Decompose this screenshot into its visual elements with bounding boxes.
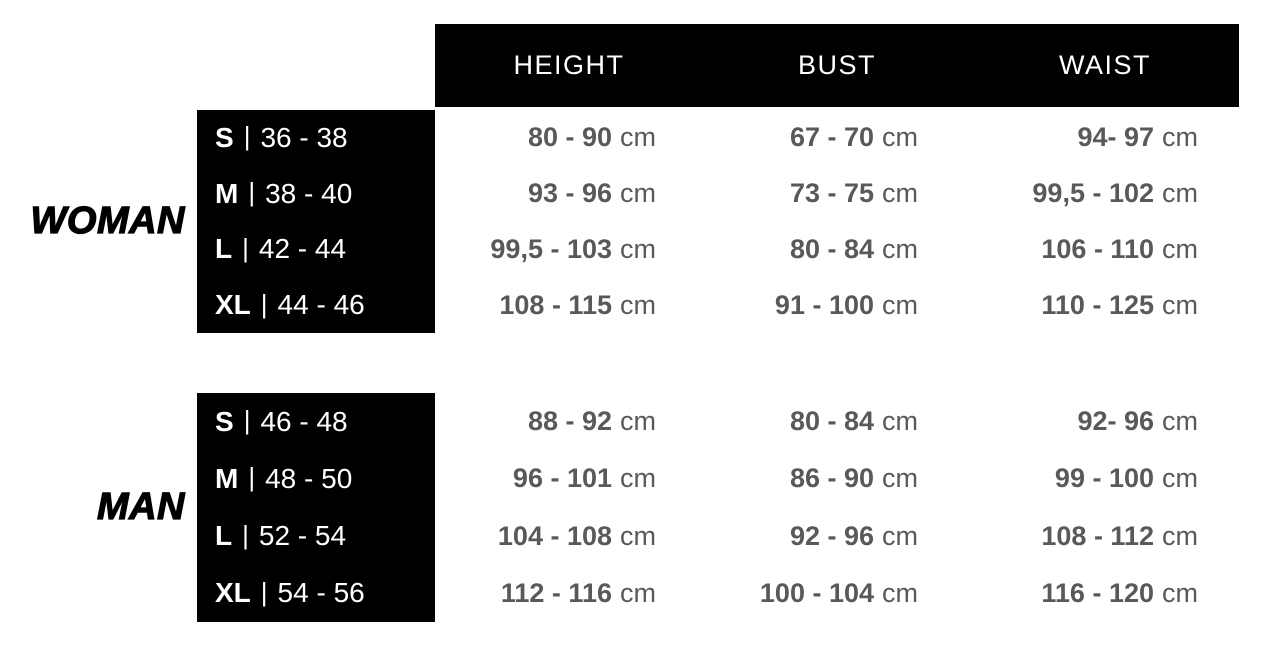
waist-cell xyxy=(971,521,1239,552)
separator-bar: | xyxy=(248,177,256,208)
size-letter: M xyxy=(215,177,239,209)
size-row xyxy=(215,233,435,265)
height-value: 80 - 90 xyxy=(527,122,612,153)
size-range: 44 - 46 xyxy=(277,289,365,321)
height-value: 99,5 - 103 xyxy=(490,233,612,264)
size-letter: S xyxy=(215,121,234,153)
bust-cell xyxy=(703,406,971,437)
height-cell xyxy=(435,178,703,209)
unit-label: cm xyxy=(882,233,918,264)
size-range: 54 - 56 xyxy=(277,577,365,609)
size-range: 38 - 40 xyxy=(265,177,353,209)
unit-label: cm xyxy=(1162,233,1198,264)
separator-bar: | xyxy=(243,405,251,436)
size-range: 42 - 44 xyxy=(258,233,347,265)
measurement-row xyxy=(435,290,1239,321)
unit-label: cm xyxy=(620,122,656,153)
waist-cell xyxy=(971,290,1239,321)
size-row xyxy=(215,577,435,609)
unit-label: cm xyxy=(1162,406,1198,437)
measurement-row xyxy=(435,234,1239,265)
waist-cell xyxy=(971,178,1239,209)
height-value: 88 - 92 xyxy=(527,406,612,437)
size-letter: M xyxy=(215,462,239,494)
unit-label: cm xyxy=(882,463,918,494)
height-cell xyxy=(435,122,703,153)
size-letter: L xyxy=(215,520,233,552)
height-value: 96 - 101 xyxy=(512,463,612,494)
size-letter: XL xyxy=(215,577,251,609)
waist-cell xyxy=(971,234,1239,265)
size-row xyxy=(215,178,435,210)
size-letter: L xyxy=(215,233,233,265)
waist-value: 108 - 112 xyxy=(1041,520,1154,551)
measurements-woman xyxy=(435,110,1239,333)
unit-label: cm xyxy=(620,577,656,608)
unit-label: cm xyxy=(882,178,918,209)
bust-cell xyxy=(703,578,971,609)
waist-value: 106 - 110 xyxy=(1041,233,1154,264)
height-cell xyxy=(435,578,703,609)
waist-value: 94- 97 xyxy=(1077,122,1154,153)
unit-label: cm xyxy=(1162,577,1198,608)
separator-bar: | xyxy=(243,121,251,152)
height-cell xyxy=(435,521,703,552)
measurement-row xyxy=(435,463,1239,494)
separator-bar: | xyxy=(260,576,268,607)
unit-label: cm xyxy=(1162,178,1198,209)
unit-label: cm xyxy=(882,406,918,437)
unit-label: cm xyxy=(620,520,656,551)
size-row xyxy=(215,463,435,495)
separator-bar: | xyxy=(242,232,249,263)
bust-cell xyxy=(703,178,971,209)
unit-label: cm xyxy=(620,463,656,494)
waist-value: 92- 96 xyxy=(1077,406,1154,437)
waist-value: 99 - 100 xyxy=(1054,463,1154,494)
bust-value: 100 - 104 xyxy=(759,577,874,608)
bust-value: 80 - 84 xyxy=(789,233,874,264)
bust-value: 86 - 90 xyxy=(789,463,874,494)
size-block-woman xyxy=(197,110,435,333)
column-header-height: HEIGHT xyxy=(513,50,625,80)
height-cell xyxy=(435,234,703,265)
size-row xyxy=(215,520,435,552)
bust-cell xyxy=(703,463,971,494)
waist-cell xyxy=(971,578,1239,609)
bust-value: 80 - 84 xyxy=(789,406,874,437)
column-header-bust: BUST xyxy=(797,50,876,80)
height-cell xyxy=(435,463,703,494)
unit-label: cm xyxy=(882,122,918,153)
waist-value: 99,5 - 102 xyxy=(1032,178,1154,209)
measurement-row xyxy=(435,578,1239,609)
size-block-man xyxy=(197,393,435,622)
column-header-bar xyxy=(435,24,1239,107)
unit-label: cm xyxy=(882,520,918,551)
unit-label: cm xyxy=(620,406,656,437)
size-letter: S xyxy=(215,405,234,437)
bust-value: 67 - 70 xyxy=(789,122,874,153)
height-value: 104 - 108 xyxy=(497,520,612,551)
column-header-waist: WAIST xyxy=(1059,50,1151,80)
measurement-row xyxy=(435,406,1239,437)
height-value: 93 - 96 xyxy=(527,178,612,209)
unit-label: cm xyxy=(1162,122,1198,153)
separator-bar: | xyxy=(260,288,268,319)
unit-label: cm xyxy=(620,233,656,264)
size-range: 52 - 54 xyxy=(258,520,347,552)
bust-value: 73 - 75 xyxy=(789,178,874,209)
height-cell xyxy=(435,406,703,437)
size-row xyxy=(215,289,435,321)
bust-cell xyxy=(703,234,971,265)
unit-label: cm xyxy=(620,178,656,209)
measurement-row xyxy=(435,178,1239,209)
height-value: 112 - 116 xyxy=(500,577,612,608)
waist-value: 116 - 120 xyxy=(1041,577,1154,608)
size-range: 36 - 38 xyxy=(260,121,348,153)
bust-cell xyxy=(703,122,971,153)
unit-label: cm xyxy=(882,289,918,320)
measurement-row xyxy=(435,122,1239,153)
bust-value: 91 - 100 xyxy=(774,289,874,320)
separator-bar: | xyxy=(248,462,256,493)
height-cell xyxy=(435,290,703,321)
waist-cell xyxy=(971,463,1239,494)
size-range: 46 - 48 xyxy=(260,405,348,437)
unit-label: cm xyxy=(620,289,656,320)
waist-cell xyxy=(971,406,1239,437)
unit-label: cm xyxy=(1162,520,1198,551)
measurements-man xyxy=(435,393,1239,622)
bust-value: 92 - 96 xyxy=(789,520,874,551)
height-value: 108 - 115 xyxy=(499,289,612,320)
section-label-woman: WOMAN xyxy=(30,200,185,242)
size-row xyxy=(215,122,435,154)
measurement-row xyxy=(435,521,1239,552)
unit-label: cm xyxy=(1162,463,1198,494)
unit-label: cm xyxy=(882,577,918,608)
size-letter: XL xyxy=(215,289,251,321)
bust-cell xyxy=(703,290,971,321)
size-row xyxy=(215,406,435,438)
unit-label: cm xyxy=(1162,289,1198,320)
size-range: 48 - 50 xyxy=(265,462,353,494)
waist-value: 110 - 125 xyxy=(1041,289,1154,320)
bust-cell xyxy=(703,521,971,552)
waist-cell xyxy=(971,122,1239,153)
separator-bar: | xyxy=(242,519,249,550)
section-label-man: MAN xyxy=(96,486,185,528)
